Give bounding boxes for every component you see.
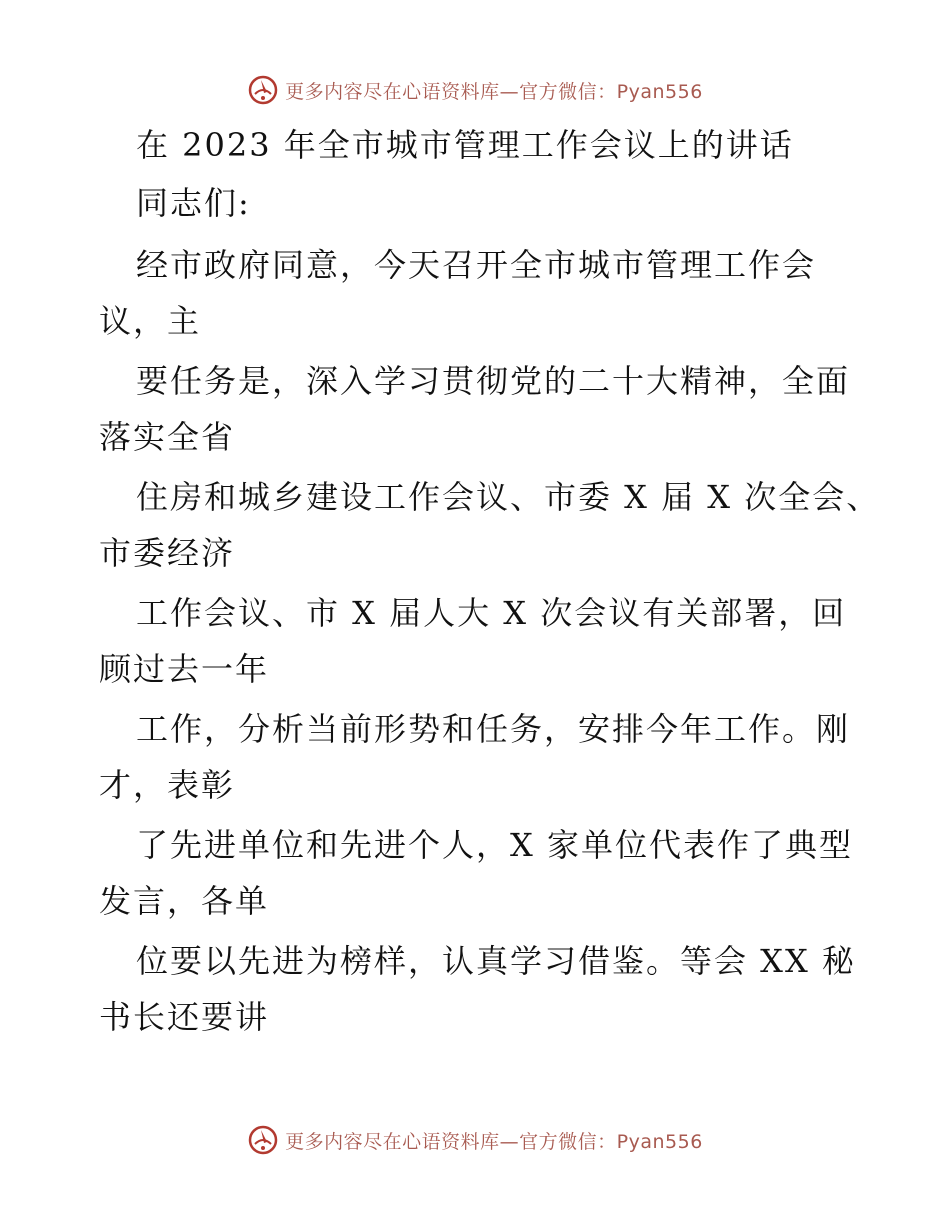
document-title: 在 2023 年全市城市管理工作会议上的讲话 xyxy=(136,126,794,164)
header-banner xyxy=(0,70,950,110)
text-line: 发言，各单 xyxy=(99,882,270,920)
text-line: 落实全省 xyxy=(99,418,236,456)
text-line: 要任务是，深入学习贯彻党的二十大精神，全面 xyxy=(136,362,851,400)
text-line: 议，主 xyxy=(99,302,202,340)
salutation: 同志们: xyxy=(136,184,251,222)
text-line: 书长还要讲 xyxy=(99,998,270,1036)
text-line: 位要以先进为榜样，认真学习借鉴。等会 XX 秘 xyxy=(136,942,856,980)
text-line: 工作，分析当前形势和任务，安排今年工作。刚 xyxy=(136,710,851,748)
text-line: 市委经济 xyxy=(99,534,236,572)
text-line: 顾过去一年 xyxy=(99,650,270,688)
text-line: 经市政府同意，今天召开全市城市管理工作会 xyxy=(136,246,817,284)
text-line: 工作会议、市 X 届人大 X 次会议有关部署，回 xyxy=(136,594,847,632)
book-pen-logo-icon xyxy=(247,1124,279,1156)
banner-text: 更多内容尽在心语资料库—官方微信：Pyan556 xyxy=(285,80,703,103)
banner-text: 更多内容尽在心语资料库—官方微信：Pyan556 xyxy=(285,1130,703,1153)
footer-banner xyxy=(0,1120,950,1160)
text-line: 了先进单位和先进个人，X 家单位代表作了典型 xyxy=(136,826,853,864)
text-line: 住房和城乡建设工作会议、市委 X 届 X 次全会、 xyxy=(136,478,881,516)
book-pen-logo-icon xyxy=(247,74,279,106)
text-line: 才，表彰 xyxy=(99,766,236,804)
